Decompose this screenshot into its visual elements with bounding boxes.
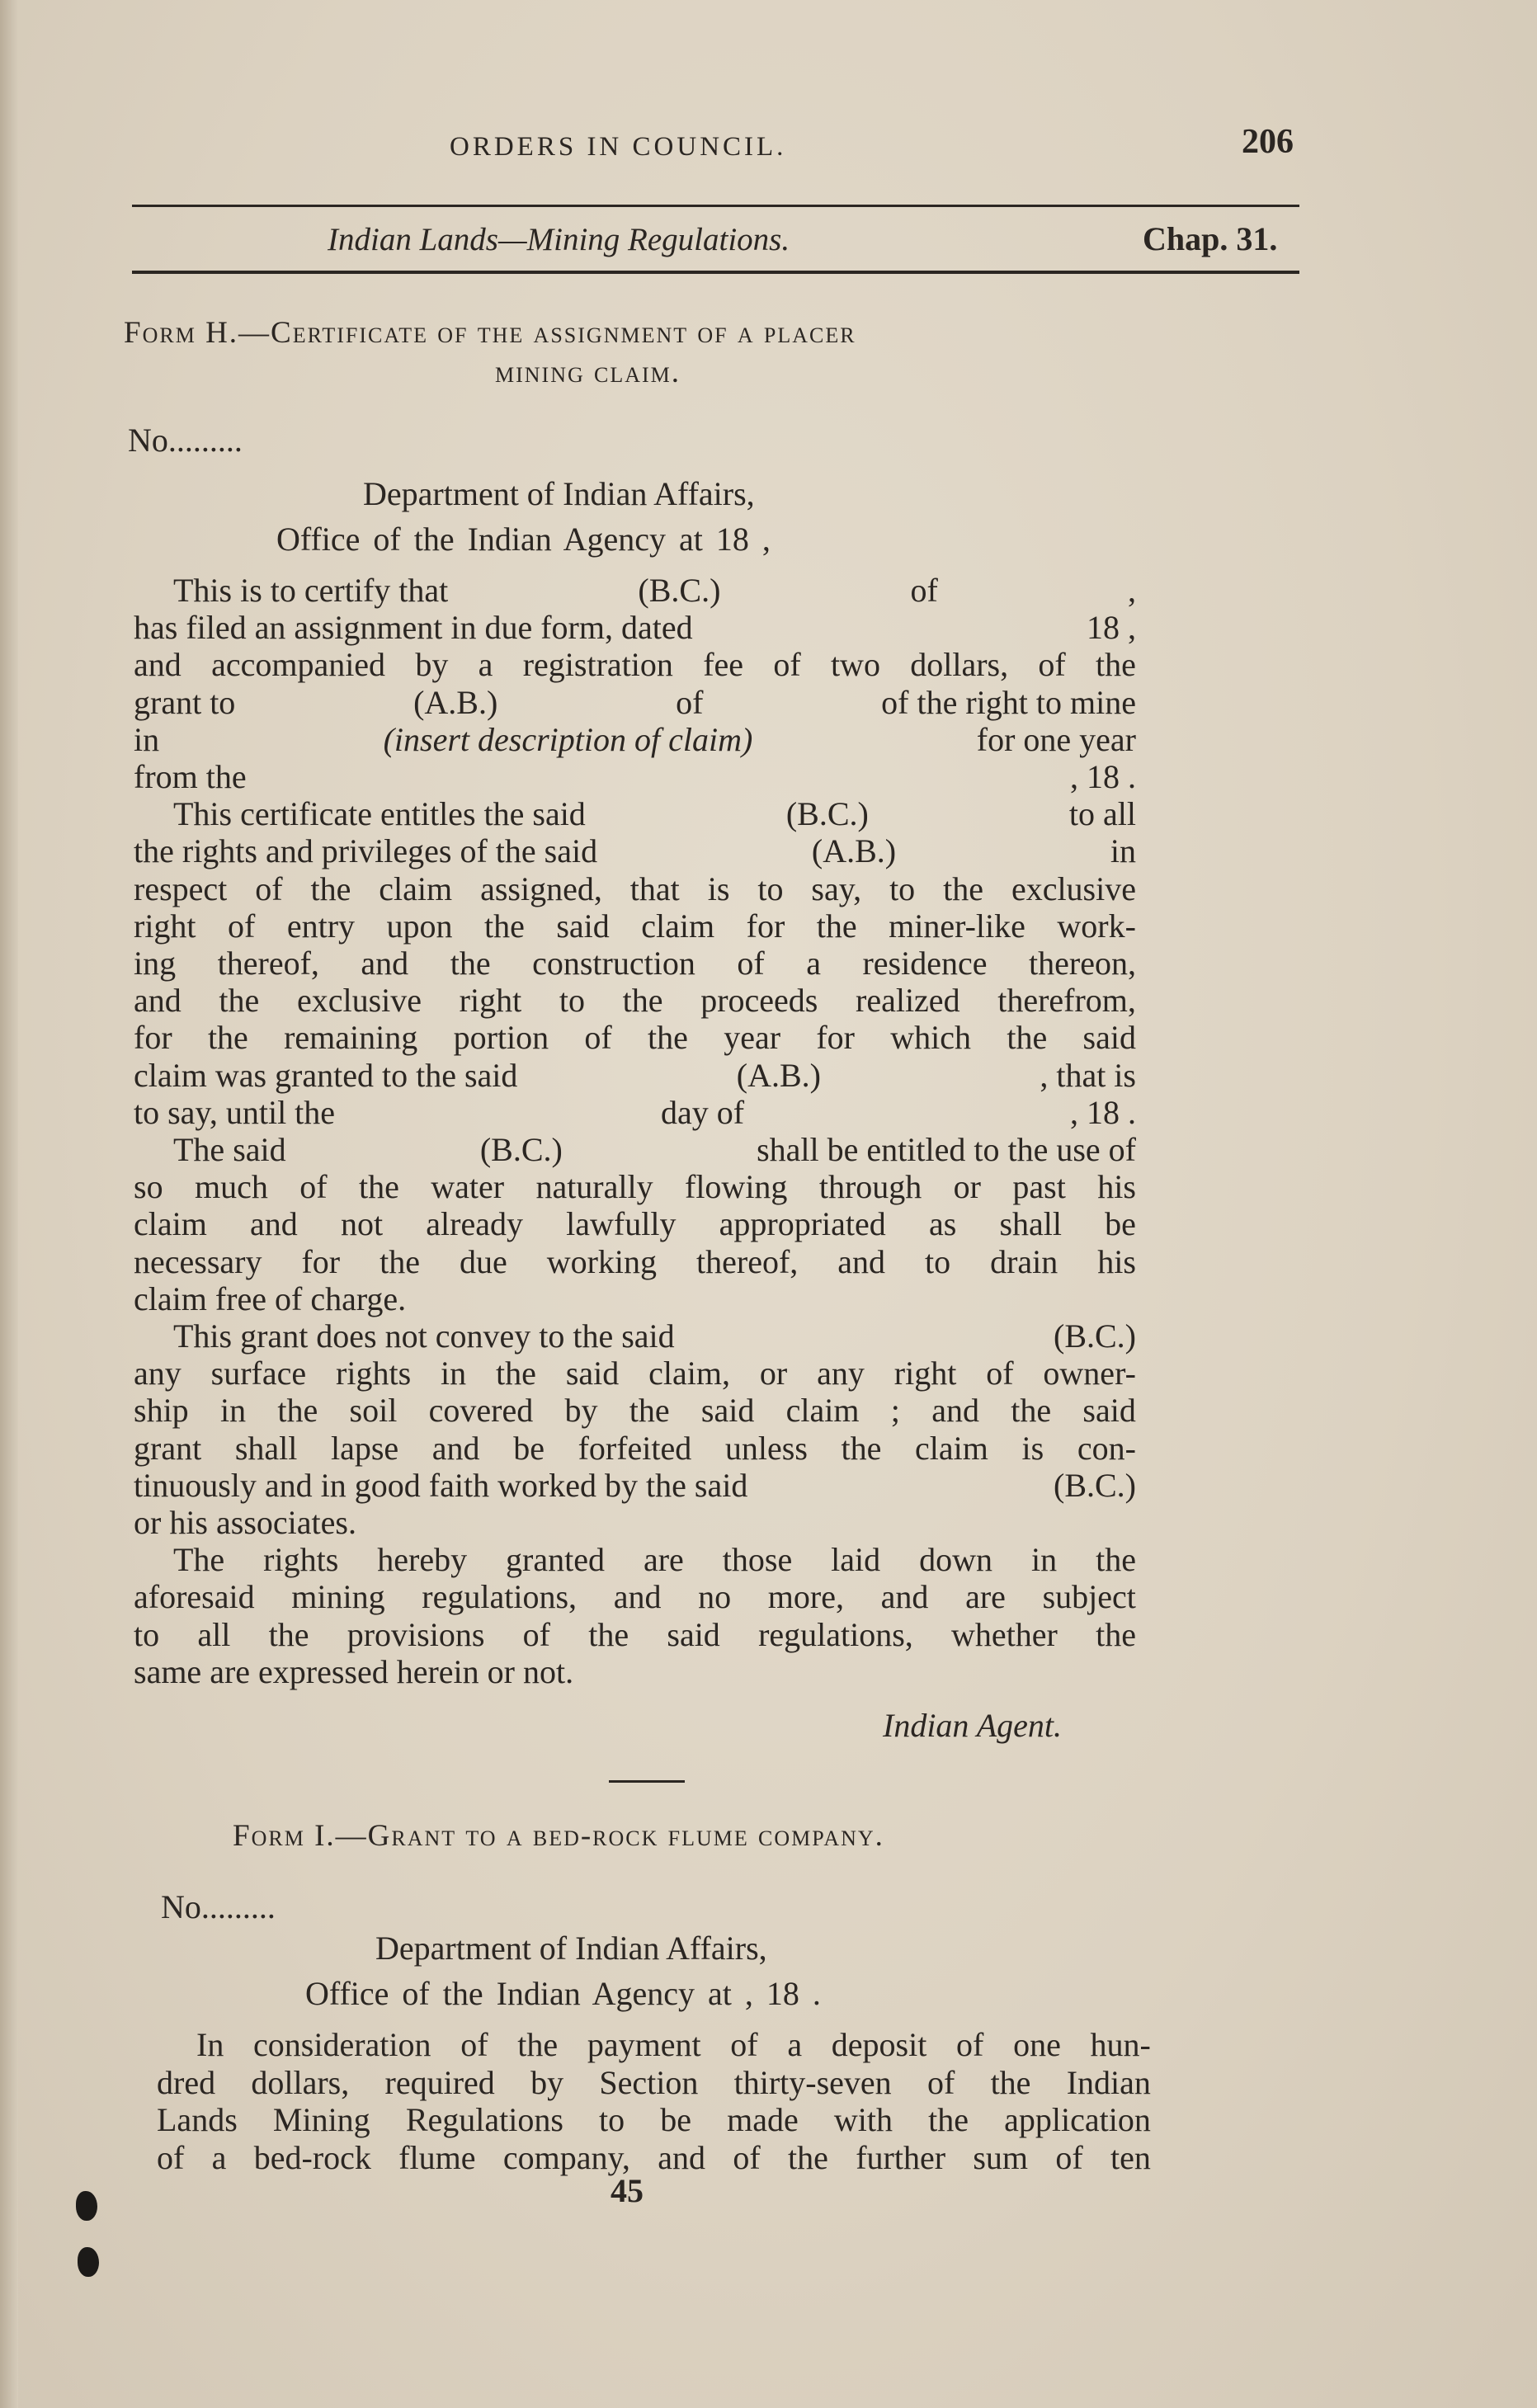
text-line <box>173 1540 1136 1579</box>
signature-mark: 45 <box>611 2172 644 2209</box>
word: of <box>228 907 256 945</box>
text-line <box>134 1279 406 1318</box>
word: to <box>559 982 585 1020</box>
text-segment: or his associates. <box>134 1504 356 1541</box>
text-line <box>134 1093 1136 1132</box>
word: in <box>219 1392 247 1430</box>
word: of <box>730 2026 758 2063</box>
word: and <box>134 646 182 684</box>
word: registration <box>522 646 673 684</box>
word: as <box>928 1205 957 1243</box>
section-subtitle: Indian Lands—Mining Regulations. <box>328 222 790 257</box>
word: unless <box>724 1429 808 1467</box>
form-i-title: Form I.—Grant to a bed-rock flume company. <box>233 1819 884 1853</box>
word: fee <box>703 646 744 684</box>
word: said <box>700 1392 755 1430</box>
text-segment: 18 , <box>1087 609 1136 647</box>
word: any <box>817 1355 865 1392</box>
form-h-department: Department of Indian Affairs, <box>363 475 755 512</box>
word: construction <box>532 945 695 982</box>
word: to <box>599 2101 625 2138</box>
word: much <box>194 1168 268 1206</box>
word: ship <box>134 1392 189 1430</box>
word: or <box>953 1168 981 1206</box>
word: grant <box>134 1429 202 1467</box>
text-line <box>173 571 1136 610</box>
word: Regulations <box>405 2101 563 2138</box>
word: a <box>211 2138 227 2176</box>
word: the <box>1007 1019 1048 1057</box>
word: the <box>484 907 525 945</box>
word: a <box>806 945 821 982</box>
word: claim <box>379 869 453 907</box>
word: ; <box>890 1392 900 1430</box>
word: the <box>1096 646 1136 684</box>
text-line <box>134 720 1136 759</box>
word: the <box>943 869 983 907</box>
word: two <box>830 646 880 684</box>
word: claim <box>915 1429 988 1467</box>
text-segment: of <box>676 683 704 721</box>
word: the <box>928 2101 969 2138</box>
word: of <box>733 2138 761 2176</box>
word: and <box>613 1578 662 1616</box>
text-line <box>134 1429 1136 1468</box>
word: his <box>1097 1242 1136 1280</box>
word: thirty-seven <box>733 2063 892 2101</box>
word: the <box>1096 1541 1136 1579</box>
word: already <box>426 1205 523 1243</box>
word: claim <box>641 907 715 945</box>
text-segment: , that is <box>1040 1056 1136 1094</box>
word: the <box>787 2138 828 2176</box>
text-line <box>134 869 1136 908</box>
text-line <box>173 794 1136 833</box>
word: consideration <box>253 2026 431 2063</box>
word: of <box>584 1019 612 1057</box>
text-line <box>134 1577 1136 1616</box>
text-segment: (B.C.) <box>785 795 869 833</box>
word: con- <box>1077 1429 1136 1467</box>
word: for <box>816 1019 855 1057</box>
word: past <box>1012 1168 1066 1206</box>
header-rule-bottom <box>132 271 1299 274</box>
word: ing <box>134 945 177 982</box>
text-line <box>157 2100 1151 2139</box>
word: be <box>660 2101 692 2138</box>
text-segment: The said <box>173 1131 286 1168</box>
word: dollars, <box>910 646 1009 684</box>
word: by <box>415 646 449 684</box>
header-rule-top <box>132 205 1299 207</box>
word: and <box>837 1242 886 1280</box>
word: the <box>629 1392 670 1430</box>
text-line <box>134 645 1136 684</box>
word: hun- <box>1090 2026 1151 2063</box>
word: said <box>565 1355 620 1392</box>
text-line <box>134 1056 1136 1095</box>
word: so <box>134 1168 163 1206</box>
chapter-label: Chap. 31. <box>1143 220 1278 257</box>
word: and <box>880 1578 929 1616</box>
word: are <box>643 1541 684 1579</box>
text-segment: claim free of charge. <box>134 1279 407 1317</box>
word: be <box>1105 1205 1136 1243</box>
word: dollars, <box>251 2063 350 2101</box>
word: ten <box>1110 2138 1151 2176</box>
text-segment: (A.B.) <box>413 683 498 721</box>
word: to <box>925 1242 951 1280</box>
word: Mining <box>272 2101 370 2138</box>
word: the <box>268 1615 309 1653</box>
word: any <box>134 1355 182 1392</box>
word: for <box>301 1242 341 1280</box>
text-line <box>134 832 1136 870</box>
text-segment: in <box>1110 832 1136 870</box>
word: deposit <box>831 2026 927 2063</box>
text-segment: shall be entitled to the use of <box>757 1131 1136 1168</box>
word: of <box>926 2063 955 2101</box>
word: portion <box>453 1019 549 1057</box>
text-segment: to say, until the <box>134 1093 336 1131</box>
text-segment: , 18 . <box>1070 1093 1136 1131</box>
form-h-title-cont: mining claim. <box>495 356 681 389</box>
word: of <box>460 2026 488 2063</box>
word: for <box>746 907 785 945</box>
word: mining <box>291 1578 385 1616</box>
text-line <box>134 981 1136 1020</box>
word: one <box>1013 2026 1061 2063</box>
word: the <box>1011 1392 1052 1430</box>
word: the <box>990 2063 1031 2101</box>
word: the <box>622 982 663 1020</box>
word: not <box>340 1205 384 1243</box>
word: which <box>890 1019 972 1057</box>
text-segment: (B.C.) <box>1054 1317 1136 1355</box>
word: made <box>727 2101 799 2138</box>
word: claim <box>134 1205 207 1243</box>
running-title: ORDERS IN COUNCIL. <box>450 132 787 162</box>
word: regulations, <box>422 1578 578 1616</box>
word: of <box>773 646 801 684</box>
word: application <box>1004 2101 1151 2138</box>
text-line <box>134 1503 356 1542</box>
text-segment: (B.C.) <box>479 1131 563 1168</box>
text-line <box>134 1615 1136 1654</box>
word: said <box>556 907 610 945</box>
word: right <box>134 907 196 945</box>
word: through <box>818 1168 922 1206</box>
word: rights <box>263 1541 339 1579</box>
word: remaining <box>284 1019 418 1057</box>
text-segment: This certificate entitles the said <box>173 795 586 833</box>
word: and <box>431 1429 480 1467</box>
word: of <box>522 1615 550 1653</box>
word: realized <box>856 982 960 1020</box>
word: the <box>207 1019 248 1057</box>
word: said <box>1082 1392 1136 1430</box>
word: of <box>956 2026 984 2063</box>
word: granted <box>506 1541 605 1579</box>
word: the <box>841 1429 882 1467</box>
word: down <box>919 1541 993 1579</box>
word: company, <box>502 2138 630 2176</box>
word: of <box>299 1168 328 1206</box>
word: Lands <box>157 2101 238 2138</box>
word: thereof, <box>696 1242 799 1280</box>
word: of <box>1055 2138 1083 2176</box>
word: aforesaid <box>134 1578 255 1616</box>
word: of <box>1038 646 1066 684</box>
word: and <box>250 1205 298 1243</box>
text-segment: of <box>910 572 938 609</box>
text-segment: , <box>1127 572 1136 609</box>
word: in <box>441 1355 467 1392</box>
word: more, <box>767 1578 844 1616</box>
word: covered <box>428 1392 534 1430</box>
word: bed-rock <box>253 2138 371 2176</box>
word: the <box>588 1615 629 1653</box>
text-segment: day of <box>660 1093 745 1131</box>
word: entry <box>286 907 356 945</box>
word: by <box>564 1392 598 1430</box>
word: his <box>1097 1168 1136 1206</box>
word: forfeited <box>578 1429 692 1467</box>
word: a <box>478 646 493 684</box>
form-h-title: Form H.—Certificate of the assignment of a placer <box>124 316 856 350</box>
word: to <box>134 1615 160 1653</box>
word: of <box>986 1355 1014 1392</box>
word: the <box>450 945 491 982</box>
form-h-office: Office of the Indian Agency at 18 , <box>276 521 771 558</box>
text-line <box>134 907 1136 945</box>
word: the <box>380 1242 420 1280</box>
text-line <box>134 608 1136 647</box>
word: assigned, <box>480 869 602 907</box>
text-line <box>134 683 1136 722</box>
word: thereon, <box>1029 945 1136 982</box>
word: and <box>931 1392 979 1430</box>
word: is <box>1021 1429 1044 1467</box>
form-i-office: Office of the Indian Agency at , 18 . <box>305 1975 821 2012</box>
text-line <box>173 1130 1136 1169</box>
word: exclusive <box>1011 869 1136 907</box>
text-segment: the rights and privileges of the said <box>134 832 598 870</box>
text-line <box>134 944 1136 983</box>
word: or <box>759 1355 788 1392</box>
word: exclusive <box>296 982 422 1020</box>
word: those <box>722 1541 793 1579</box>
section-divider <box>609 1780 685 1783</box>
text-segment: (A.B.) <box>811 832 897 870</box>
word: right <box>893 1355 957 1392</box>
word: proceeds <box>700 982 818 1020</box>
word: lawfully <box>566 1205 677 1243</box>
text-line <box>134 1354 1136 1392</box>
word: say, <box>811 869 862 907</box>
text-segment: claim was granted to the said <box>134 1056 518 1094</box>
word: owner- <box>1043 1355 1136 1392</box>
word: right <box>459 982 522 1020</box>
word: water <box>431 1168 505 1206</box>
form-i-department: Department of Indian Affairs, <box>375 1930 767 1967</box>
text-segment: , 18 . <box>1070 758 1136 795</box>
word: rights <box>336 1355 412 1392</box>
word: regulations, <box>758 1615 913 1653</box>
word: said <box>1082 1019 1136 1057</box>
text-segment: This grant does not convey to the said <box>173 1317 675 1355</box>
word: year <box>724 1019 781 1057</box>
text-segment: (A.B.) <box>736 1056 821 1094</box>
word: required <box>384 2063 495 2101</box>
word: due <box>459 1242 507 1280</box>
word: working <box>546 1242 658 1280</box>
text-line <box>134 1391 1136 1430</box>
text-line <box>134 1167 1136 1206</box>
text-line <box>134 1204 1136 1243</box>
page-number: 206 <box>1242 123 1294 161</box>
word: all <box>197 1615 231 1653</box>
word: necessary <box>134 1242 262 1280</box>
word: miner-like <box>889 907 1025 945</box>
form-h-signature: Indian Agent. <box>883 1707 1063 1744</box>
word: to <box>757 869 784 907</box>
word: and <box>134 982 182 1020</box>
text-segment: tinuously and in good faith worked by the said <box>134 1466 748 1504</box>
word: surface <box>210 1355 307 1392</box>
text-segment: (B.C.) <box>638 572 721 609</box>
word: in <box>1030 1541 1058 1579</box>
word: sum <box>973 2138 1029 2176</box>
text-line <box>134 1242 1136 1281</box>
word: In <box>196 2026 224 2063</box>
word: the <box>310 869 351 907</box>
word: the <box>816 907 857 945</box>
word: shall <box>234 1429 298 1467</box>
word: the <box>496 1355 536 1392</box>
word: claim, <box>648 1355 730 1392</box>
text-line <box>134 1652 573 1691</box>
word: claim <box>785 1392 860 1430</box>
word: thereof, <box>217 945 319 982</box>
word: the <box>358 1168 399 1206</box>
text-line <box>196 2025 1151 2064</box>
word: soil <box>349 1392 398 1430</box>
text-segment: (B.C.) <box>1054 1466 1136 1504</box>
word: Section <box>599 2063 699 2101</box>
word: of <box>737 945 765 982</box>
form-h-number: No......... <box>128 422 243 459</box>
word: subject <box>1042 1578 1136 1616</box>
word: and <box>361 945 409 982</box>
word: for <box>134 1019 172 1057</box>
word: work- <box>1057 907 1136 945</box>
text-line <box>134 1466 1136 1505</box>
word: the <box>277 1392 318 1430</box>
word: upon <box>386 907 453 945</box>
word: provisions <box>347 1615 485 1653</box>
text-segment: This is to certify that <box>173 572 449 609</box>
text-line <box>134 757 1136 796</box>
text-segment: grant to <box>134 683 236 721</box>
word: the <box>517 2026 559 2063</box>
text-segment: same are expressed herein or not. <box>134 1652 574 1690</box>
text-segment: to all <box>1068 795 1136 833</box>
word: therefrom, <box>997 982 1136 1020</box>
word: further <box>856 2138 946 2176</box>
word: Indian <box>1066 2063 1151 2101</box>
text-line <box>157 2063 1151 2102</box>
word: that <box>629 869 680 907</box>
punch-hole <box>78 2247 99 2277</box>
word: no <box>698 1578 732 1616</box>
word: hereby <box>377 1541 468 1579</box>
text-segment: has filed an assignment in due form, dated <box>134 609 693 647</box>
word: with <box>833 2101 893 2138</box>
punch-hole <box>76 2191 97 2221</box>
word: the <box>219 982 260 1020</box>
text-segment: (insert description of claim) <box>383 720 753 758</box>
text-segment: in <box>134 720 160 758</box>
text-line <box>157 2138 1151 2177</box>
word: appropriated <box>719 1205 886 1243</box>
word: residence <box>862 945 988 982</box>
word: flowing <box>685 1168 788 1206</box>
word: be <box>513 1429 545 1467</box>
word: laid <box>831 1541 881 1579</box>
binding-edge <box>0 0 18 2408</box>
text-segment: from the <box>134 758 247 795</box>
text-line <box>134 1018 1136 1057</box>
word: of <box>157 2138 185 2176</box>
word: the <box>648 1019 688 1057</box>
word: shall <box>999 1205 1062 1243</box>
word: of <box>255 869 283 907</box>
word: a <box>787 2026 803 2063</box>
text-line <box>173 1317 1136 1355</box>
word: drain <box>990 1242 1058 1280</box>
word: by <box>530 2063 564 2101</box>
word: is <box>707 869 730 907</box>
text-segment: for one year <box>976 720 1136 758</box>
word: are <box>965 1578 1006 1616</box>
word: naturally <box>535 1168 653 1206</box>
word: to <box>889 869 916 907</box>
word: said <box>667 1615 720 1653</box>
word: payment <box>587 2026 701 2063</box>
word: the <box>1096 1615 1136 1653</box>
word: flume <box>398 2138 476 2176</box>
word: dred <box>157 2063 216 2101</box>
word: and <box>658 2138 705 2176</box>
word: whether <box>951 1615 1058 1653</box>
word: lapse <box>330 1429 399 1467</box>
form-i-number: No......... <box>161 1888 276 1925</box>
word: The <box>173 1541 225 1579</box>
word: accompanied <box>211 646 386 684</box>
word: respect <box>134 869 228 907</box>
text-segment: of the right to mine <box>881 683 1136 721</box>
